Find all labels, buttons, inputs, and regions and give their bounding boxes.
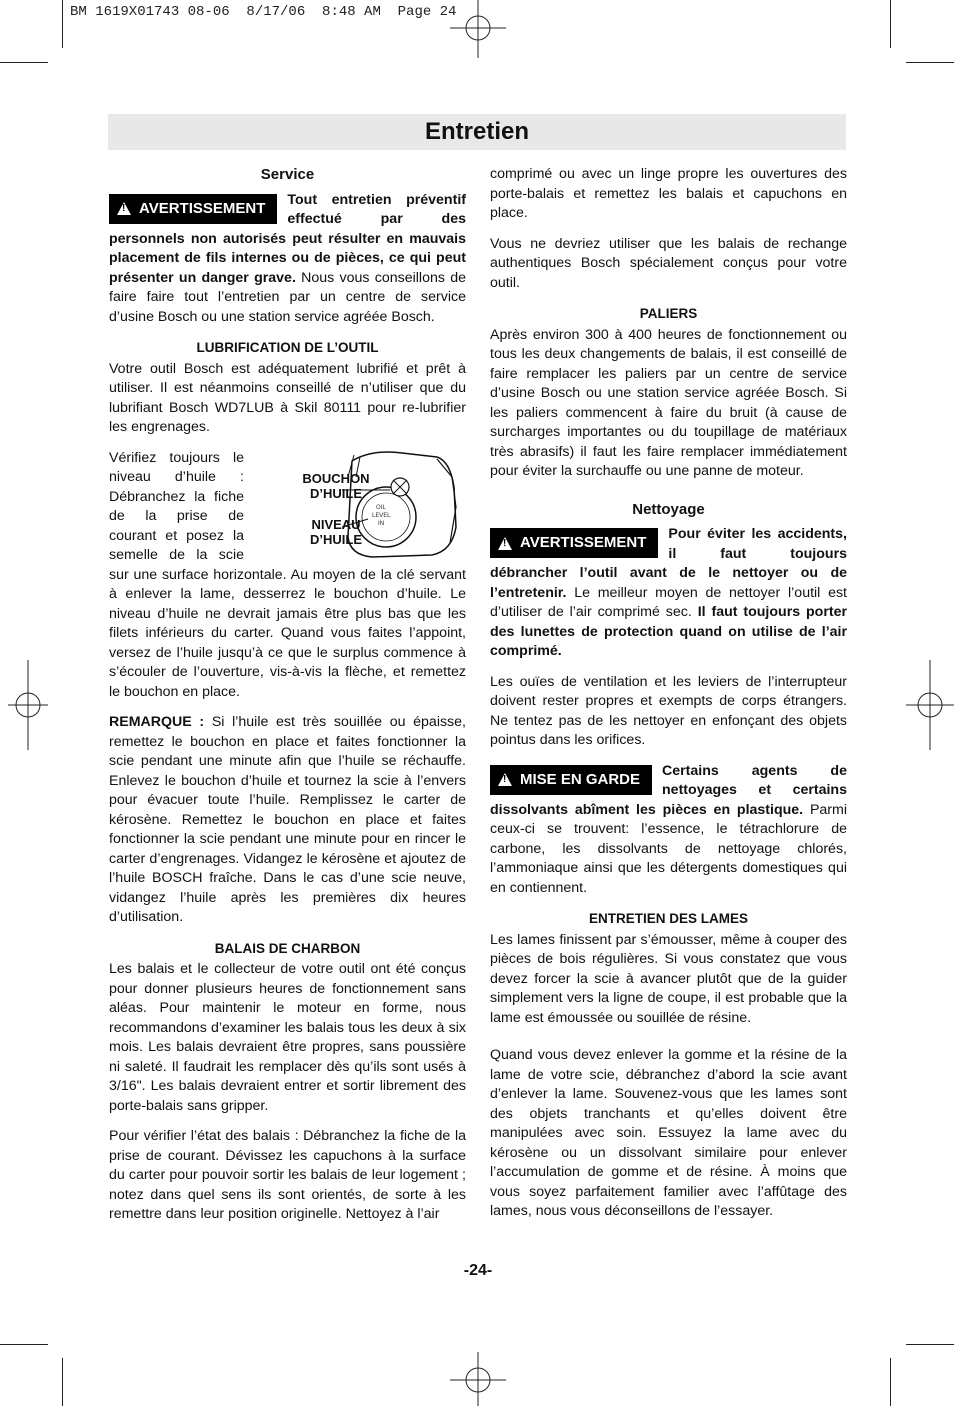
carbon-brushes-paragraph-2: Pour vérifier l’état des balais : Débranchez la fiche de la prise de courant. Dévissez les capuchons à la surface du carter pour pouvoir sortir les balais de leur logement ; notez dans quel sens ils sont orientés, de sorte à les remettre dans leur position originelle. Nettoyez à l’air xyxy=(109,1128,466,1222)
warning2-bold-text: Pour éviter les accidents, il faut toujours débrancher l’outil avant de le nettoyer ou de l’entretenir. xyxy=(490,526,847,601)
oil-level-figure xyxy=(252,447,466,559)
print-header: BM 1619X01743 08-06 8/17/06 8:48 AM Page 24 xyxy=(70,4,457,20)
figure-label-oil-cap: BOUCHON D’HUILE xyxy=(302,470,370,501)
svg-text:LEVEL: LEVEL xyxy=(372,511,391,519)
caution-bold-text: Certains agents de nettoyages et certains dissolvants abîment les pièces en plastique. xyxy=(490,762,847,818)
carbon-brushes-heading: BALAIS DE CHARBON xyxy=(214,940,361,956)
blade-paragraph-1: Les lames finissent par s’émousser, même à couper des pièces de bois régulières. Si vous constatez que vous devez forcer la scie à avancer plutôt que de la guider simplement vers la ligne de coupe, il est probable que la lame est émoussée ou souillée de résine. xyxy=(490,931,847,1026)
warning-label-2: AVERTISSEMENT xyxy=(520,534,647,551)
service-warning-paragraph xyxy=(109,191,466,328)
carbon-brushes-continued: comprimé ou avec un linge propre les ouvertures des porte-balais et remettez les balais et capuchons en place. xyxy=(490,166,847,221)
lubrication-paragraph-2-text: Vérifiez toujours le niveau d’huile : Débranchez la fiche de la prise de courant et posez la semelle de la scie sur une surface horizontale. Au moyen de la clé servant à enlever la lame, desserrez le bouchon d’huile. Le niveau d’huile ne devrait jamais être plus bas que les filets inférieurs du carter. Quand vous faites l’appoint, versez de l’huile jusqu’à ce que le surplus commence à s’écouler de l’ouverture, vis-à-vis la flèche, et remettez le bouchon en place. xyxy=(109,449,466,700)
caution-label: MISE EN GARDE xyxy=(520,770,641,788)
warning-label: AVERTISSEMENT xyxy=(139,199,266,217)
cleaning-heading: Nettoyage xyxy=(632,500,705,518)
caution-badge xyxy=(490,765,652,795)
figure-label-oil-level: NIVEAU D’HUILE xyxy=(310,516,362,547)
blade-paragraph-2: Quand vous devez enlever la gomme et la résine de la lame de votre scie, débranchez d’abord la scie avant d’enlever la lame. Souvenez-vous que les lames sont des objets tranchants et qu’elles doivent être manipulées avec soin. Essuyez la lame avec du kérosène ou un dissolvant similaire pour enlever l’accumulation de gomme et de résine. À moins que vous soyez parfaitement familier avec l’affûtage des lames, nous vous déconseillons de l’essayer. xyxy=(490,1047,847,1219)
warning-triangle-icon xyxy=(117,202,131,215)
bearings-heading: PALIERS xyxy=(639,306,698,321)
page-number: -24- xyxy=(463,1262,493,1279)
cleaning-warning-paragraph xyxy=(490,525,847,662)
warning2-bold-text-2: Il faut toujours porter des lunettes de protection quand on utilise de l’air comprimé. xyxy=(490,604,848,659)
svg-text:IN: IN xyxy=(378,519,385,527)
warning-bold-text: Tout entretien préventif effectué par des personnels non autorisés peut résulter en mauvais placement de fils internes ou de pièces, ce qui peut présenter un danger grave. xyxy=(109,191,466,286)
right-column xyxy=(490,165,847,1233)
lubrication-paragraph-2 xyxy=(109,449,466,703)
warning-triangle-icon xyxy=(498,537,512,550)
bearings-paragraph: Après environ 300 à 400 heures de fonctionnement ou tous les deux changements de balais, il est conseillé de faire remplacer les paliers par un centre de service d’usine Bosch ou une station service agréée Bosch. Si les paliers commencent à faire du bruit (à cause de surcharges importantes ou du toupillage de matériaux très abrasifs) il faut les faire remplacer immédiatement pour éviter la surchauffe ou une panne de moteur. xyxy=(490,326,847,479)
warning-text: Nous vous conseillons de faire faire tout l’entretien par un centre de service d’usine Bosch ou une station service agréée Bosch. xyxy=(109,269,467,325)
caution-text: Parmi ceux-ci se trouvent: l’essence, le tétrachlorure de carbone, les dissolvants de nettoyage chlorés, l’ammoniaque ainsi que les détergents domestiques qui en contiennent. xyxy=(490,801,847,896)
lubrication-heading: LUBRIFICATION DE L’OUTIL xyxy=(196,340,379,355)
warning-badge-2 xyxy=(490,528,658,558)
blade-maintenance-heading: ENTRETIEN DES LAMES xyxy=(588,911,748,926)
left-column xyxy=(109,165,466,1236)
page-title: Entretien xyxy=(424,118,529,145)
carbon-brushes-paragraph-3: Vous ne devriez utiliser que les balais de rechange authentiques Bosch spécialement conçus pour votre outil. xyxy=(490,235,847,291)
svg-text:OIL: OIL xyxy=(376,503,386,511)
service-heading: Service xyxy=(260,166,315,183)
warning-badge xyxy=(109,194,277,224)
cleaning-paragraph-2: Les ouïes de ventilation et les leviers de l’interrupteur doivent rester propres et exempts de corps étrangers. Ne tentez pas de les nettoyer en enfonçant des objets pointus dans les orifices. xyxy=(490,673,847,748)
caution-paragraph xyxy=(490,762,847,899)
remarque-label: REMARQUE : xyxy=(109,714,205,730)
remarque-paragraph xyxy=(109,713,466,928)
warning-triangle-icon xyxy=(498,773,512,786)
lubrication-paragraph-1: Votre outil Bosch est adéquatement lubrifié et prêt à utiliser. Il est néanmoins conseillé de n’utiliser que du lubrifiant Bosch WD7LUB à Skil 80111 pour re-lubrifier les engrenages. xyxy=(109,360,466,435)
warning2-text: Le meilleur moyen de nettoyer l’outil est d’utiliser de l’air comprimé sec. xyxy=(490,584,847,620)
carbon-brushes-paragraph-1: Les balais et le collecteur de votre outil ont été conçus pour donner plusieurs heures de fonctionnement sans aléas. Pour maintenir le moteur en forme, nous recommandons d’examiner les balais tous les deux à six mois. Les balais devraient être propres, sans poussière ni saleté. Il faudrait les remplacer dès qu’ils sont usés à 3/16". Les balais devraient entrer et sortir librement des porte-balais sans gripper. xyxy=(109,961,466,1114)
remarque-text: Si l’huile est très souillée ou épaisse, remettez le bouchon en place et faites fonctionner la scie pendant une minute afin que l’huile se réchauffe. Enlevez le bouchon d’huile et tournez la scie à l’envers pour évacuer toute l’huile. Remplissez le carter de kérosène. Remettez le bouchon en place et faites fonctionner la scie pendant une minute pour en rincer le carter d’engrenages. Vidangez le kérosène et ajoutez de l’huile BOSCH fraîche. Dans le cas d’une scie neuve, vidangez l’huile après les premières dix heures d’utilisation. xyxy=(109,714,466,925)
